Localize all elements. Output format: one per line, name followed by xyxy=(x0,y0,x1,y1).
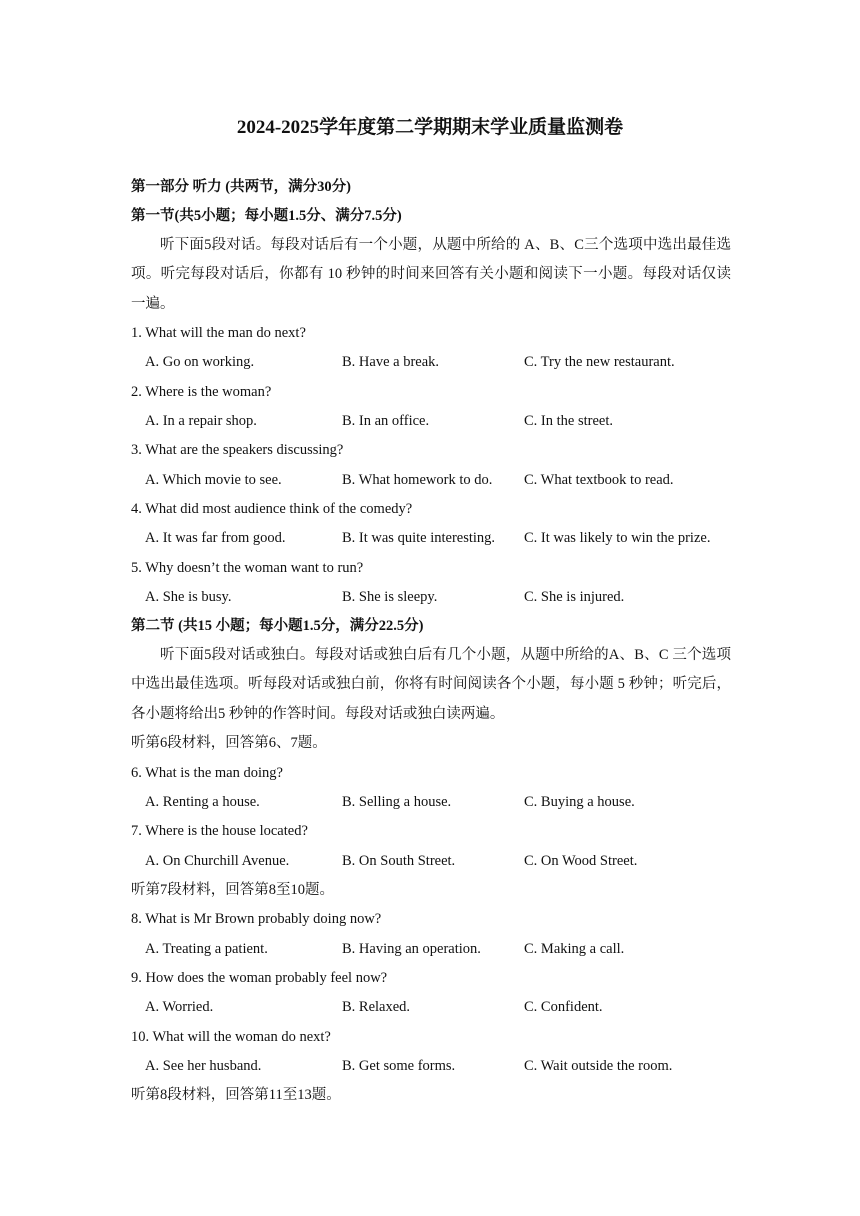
question-8: 8. What is Mr Brown probably doing now? xyxy=(131,911,382,927)
q1-option-a: A. Go on working. xyxy=(145,354,255,370)
q6-option-c: C. Buying a house. xyxy=(524,794,635,810)
q8-option-b: B. Having an operation. xyxy=(342,941,481,957)
question-9: 9. How does the woman probably feel now? xyxy=(131,970,388,986)
q3-option-c: C. What textbook to read. xyxy=(524,472,674,488)
q6-option-b: B. Selling a house. xyxy=(342,794,452,810)
q10-option-b: B. Get some forms. xyxy=(342,1058,456,1074)
q9-option-a: A. Worried. xyxy=(145,999,214,1015)
question-6: 6. What is the man doing? xyxy=(131,765,283,781)
q7-option-c: C. On Wood Street. xyxy=(524,853,638,869)
part-one-heading: 第一部分 听力 (共两节，满分30分) xyxy=(131,179,351,195)
q5-option-c: C. She is injured. xyxy=(524,589,625,605)
question-1: 1. What will the man do next? xyxy=(131,325,306,341)
q4-option-b: B. It was quite interesting. xyxy=(342,530,496,546)
q1-option-b: B. Have a break. xyxy=(342,354,440,370)
question-3: 3. What are the speakers discussing? xyxy=(131,442,344,458)
question-4: 4. What did most audience think of the comedy? xyxy=(131,501,413,517)
q8-option-c: C. Making a call. xyxy=(524,941,625,957)
question-7: 7. Where is the house located? xyxy=(131,823,308,839)
q4-option-a: A. It was far from good. xyxy=(145,530,286,546)
q8-option-a: A. Treating a patient. xyxy=(145,941,268,957)
exam-title: 2024-2025学年度第二学期期末学业质量监测卷 xyxy=(236,117,624,138)
q1-option-c: C. Try the new restaurant. xyxy=(524,354,675,370)
material-6-note: 听第6段材料，回答第6、7题。 xyxy=(131,735,327,751)
q3-option-b: B. What homework to do. xyxy=(342,472,493,488)
q4-option-c: C. It was likely to win the prize. xyxy=(524,530,711,546)
q3-option-a: A. Which movie to see. xyxy=(145,472,282,488)
q5-option-b: B. She is sleepy. xyxy=(342,589,438,605)
section-two-heading: 第二节 (共15 小题；每小题1.5分，满分22.5分) xyxy=(131,618,424,634)
q9-option-b: B. Relaxed. xyxy=(342,999,411,1015)
q6-option-a: A. Renting a house. xyxy=(145,794,260,810)
section-two-instructions: 听下面5段对话或独白。每段对话或独白后有几个小题，从题中所给的A、B、C 三个选项中选出最佳选项。听每段对话或独白前，你将有时间阅读各个小题，每小题 5 秒钟；听完后，各小题将给出5 秒钟的作答时间。每段对话或独白读两遍。 xyxy=(131,647,731,722)
q7-option-a: A. On Churchill Avenue. xyxy=(145,853,290,869)
q10-option-c: C. Wait outside the room. xyxy=(524,1058,673,1074)
question-10: 10. What will the woman do next? xyxy=(131,1029,331,1045)
section-one-instructions: 听下面5段对话。每段对话后有一个小题，从题中所给的 A、B、C三个选项中选出最佳选项。听完每段对话后，你都有 10 秒钟的时间来回答有关小题和阅读下一小题。每段对话仅读一遍。 xyxy=(131,237,731,312)
q2-option-b: B. In an office. xyxy=(342,413,430,429)
material-8-note: 听第8段材料，回答第11至13题。 xyxy=(131,1087,341,1103)
q7-option-b: B. On South Street. xyxy=(342,853,456,869)
section-one-heading: 第一节(共5小题；每小题1.5分、满分7.5分) xyxy=(131,208,402,224)
question-5: 5. Why doesn’t the woman want to run? xyxy=(131,560,364,576)
q2-option-a: A. In a repair shop. xyxy=(145,413,257,429)
q2-option-c: C. In the street. xyxy=(524,413,613,429)
question-2: 2. Where is the woman? xyxy=(131,384,272,400)
q5-option-a: A. She is busy. xyxy=(145,589,232,605)
q9-option-c: C. Confident. xyxy=(524,999,603,1015)
q10-option-a: A. See her husband. xyxy=(145,1058,262,1074)
material-7-note: 听第7段材料，回答第8至10题。 xyxy=(131,882,334,898)
